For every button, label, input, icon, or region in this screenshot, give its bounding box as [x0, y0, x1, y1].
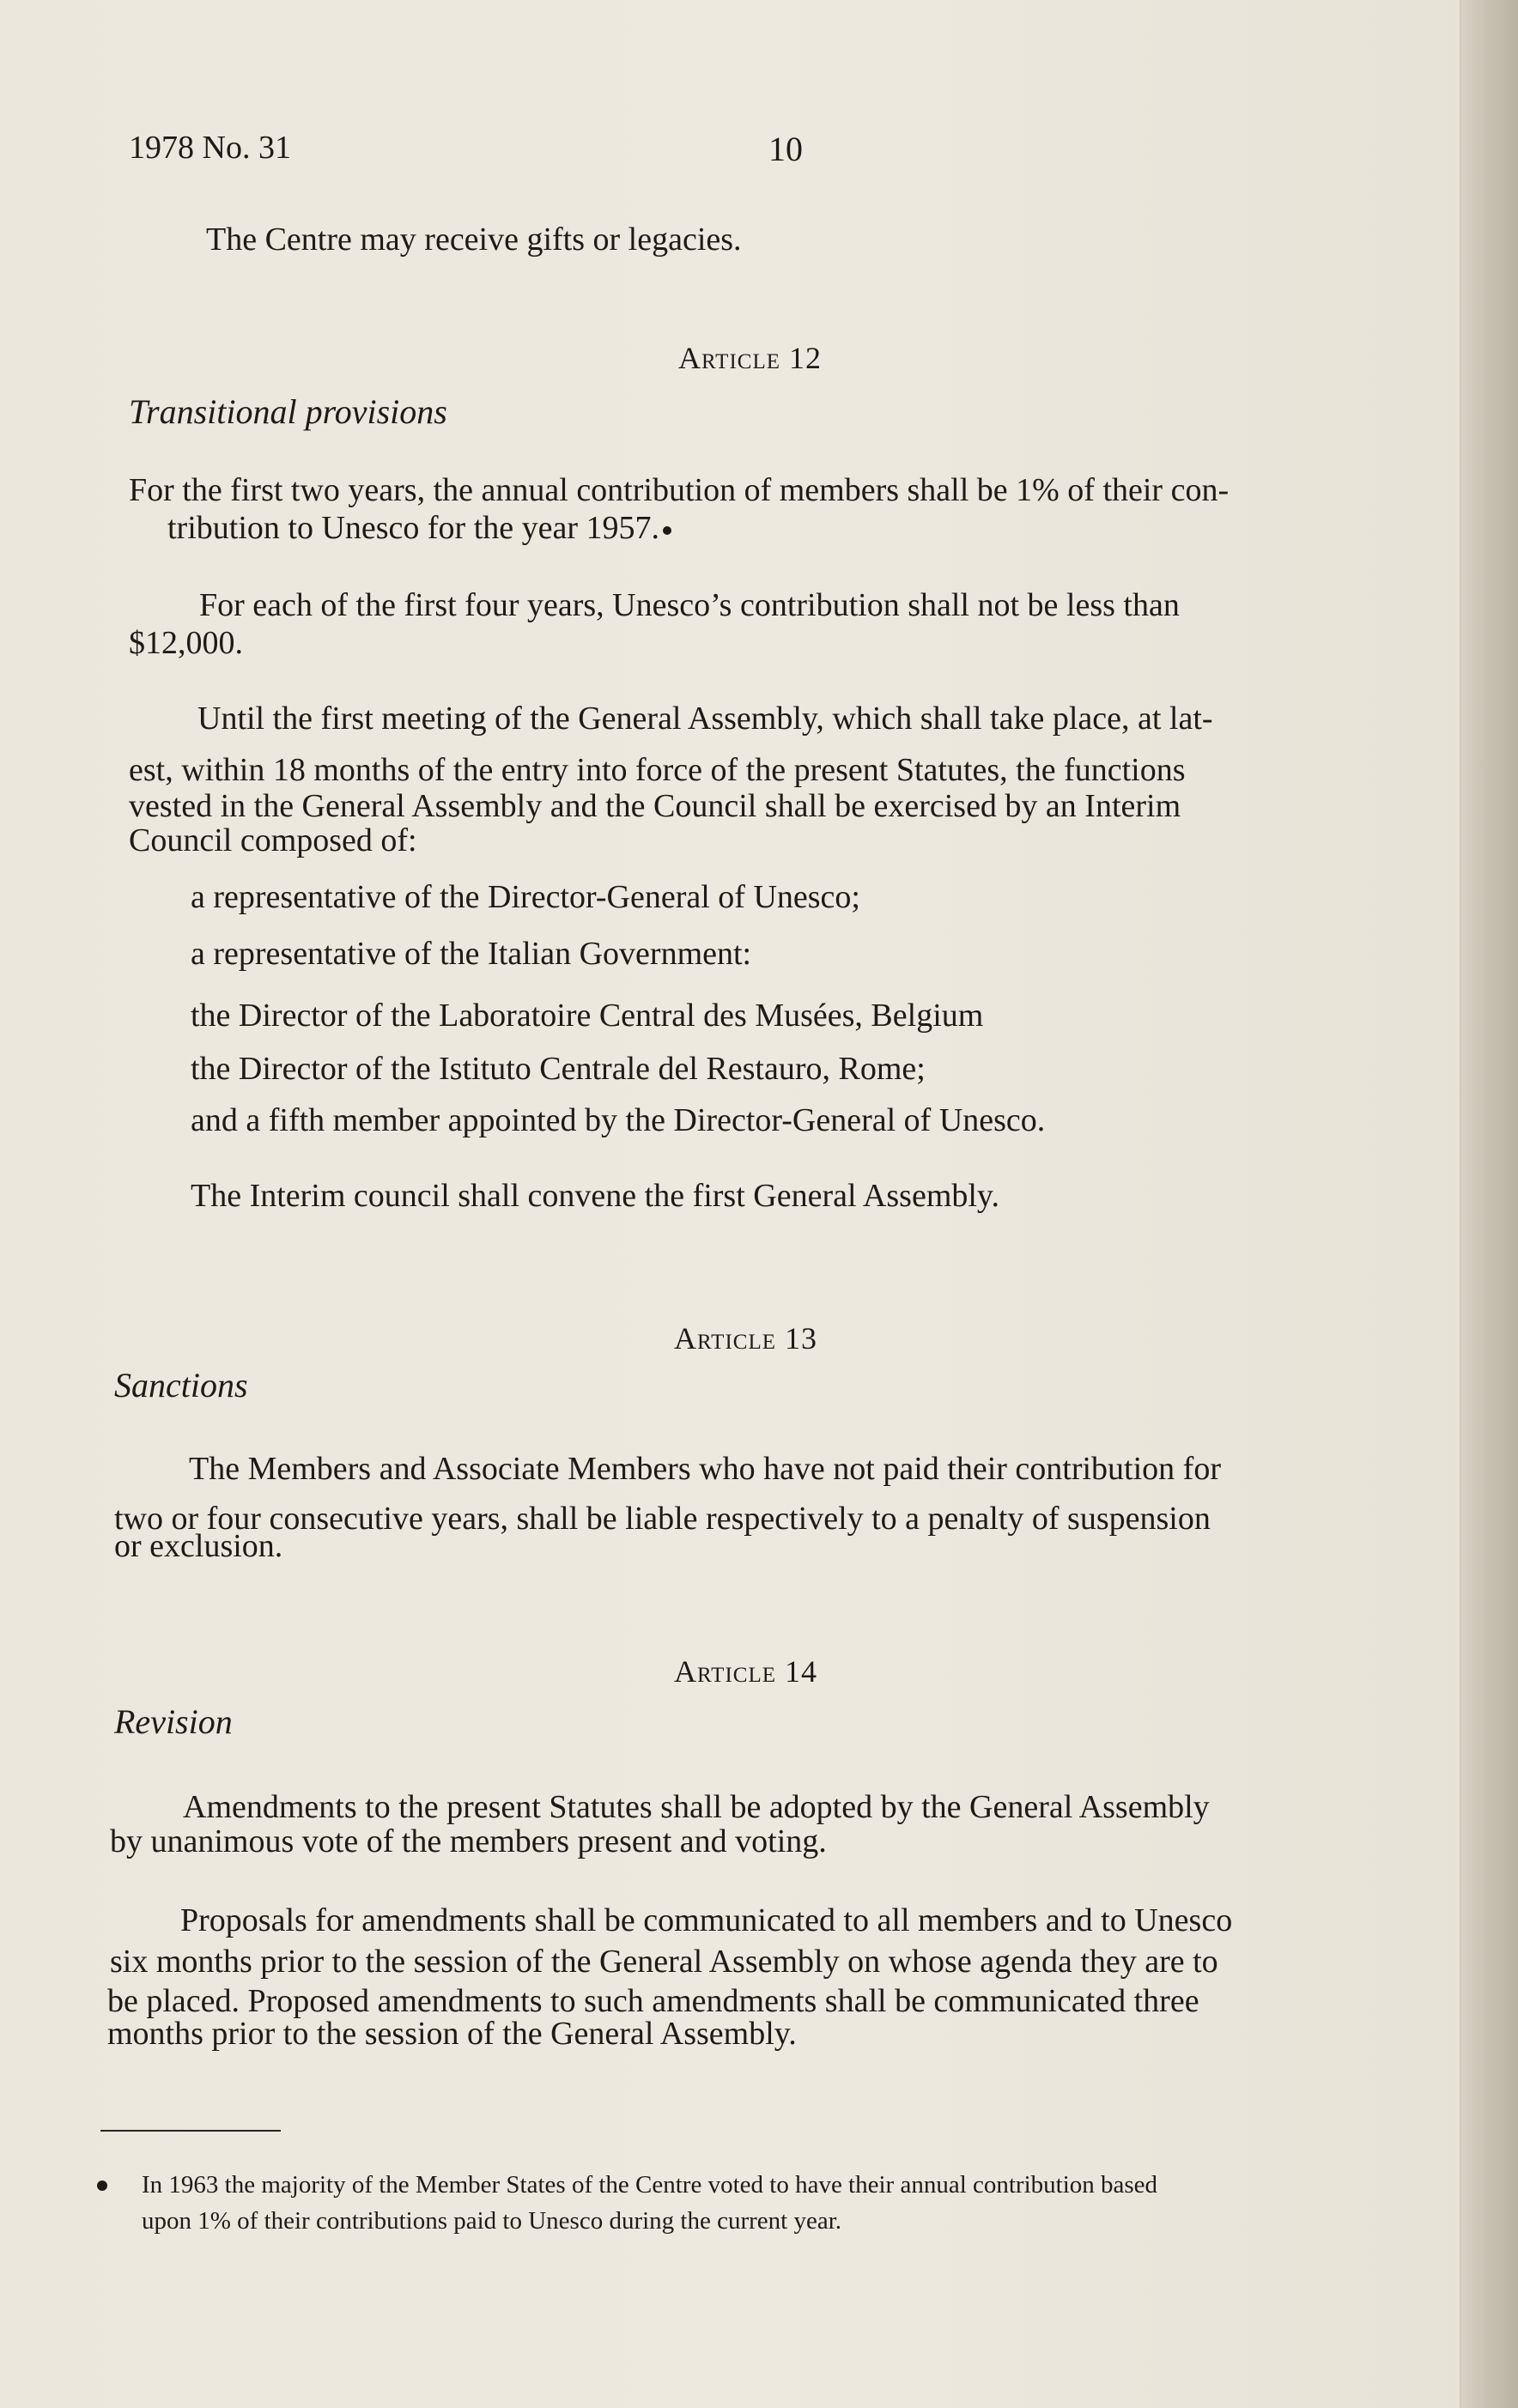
running-head: 1978 No. 31: [129, 130, 291, 166]
article-14-heading: Article 14: [674, 1654, 817, 1689]
article-14-para-1-line-1: Amendments to the present Statutes shall be adopted by the General Assembly: [183, 1789, 1210, 1825]
article-13-title: Sanctions: [114, 1366, 248, 1404]
footnote-line-2: upon 1% of their contributions paid to Unesco during the current year.: [142, 2207, 842, 2235]
article-14-para-2-line-1: Proposals for amendments shall be communicated to all members and to Unesco: [180, 1902, 1233, 1938]
article-13-para-line-2: two or four consecutive years, shall be liable respectively to a penalty of suspension: [114, 1501, 1211, 1537]
article-12-para-2-line-1: For each of the first four years, Unesco’s contribution shall not be less than: [199, 587, 1180, 623]
page-number: 10: [768, 130, 803, 168]
article-12-title: Transitional provisions: [129, 392, 447, 431]
article-12-para-1-line-2: tribution to Unesco for the year 1957.: [167, 510, 1369, 546]
article-12-closing: The Interim council shall convene the first General Assembly.: [191, 1178, 999, 1214]
article-12-heading: Article 12: [678, 341, 822, 375]
interim-member-4: the Director of the Istituto Centrale del Restauro, Rome;: [191, 1051, 926, 1087]
interim-member-3: the Director of the Laboratoire Central des Musées, Belgium: [191, 998, 984, 1034]
page-edge: [1460, 0, 1518, 2408]
article-14-para-2-line-2: six months prior to the session of the General Assembly on whose agenda they are to: [110, 1944, 1218, 1980]
article-13-heading: Article 13: [674, 1321, 817, 1356]
article-12-para-2-line-2: $12,000.: [129, 625, 243, 661]
article-13-para-line-3: or exclusion.: [114, 1528, 283, 1564]
article-13-para-line-1: The Members and Associate Members who have not paid their contribution for: [189, 1451, 1221, 1487]
interim-member-1: a representative of the Director-General of Unesco;: [191, 879, 860, 915]
article-14-para-2-line-3: be placed. Proposed amendments to such amendments shall be communicated three: [107, 1983, 1199, 2019]
article-12-para-1-line-1: For the first two years, the annual contribution of members shall be 1% of their con-: [129, 472, 1230, 508]
article-12-para-3-line-1: Until the first meeting of the General Assembly, which shall take place, at lat-: [197, 701, 1213, 737]
article-12-para-3-line-2: est, within 18 months of the entry into force of the present Statutes, the functions: [129, 752, 1186, 788]
footnote-marker: [663, 526, 671, 535]
interim-member-5: and a fifth member appointed by the Director-General of Unesco.: [191, 1102, 1046, 1138]
article-14-para-1-line-2: by unanimous vote of the members present and voting.: [110, 1823, 827, 1859]
intro-paragraph: The Centre may receive gifts or legacies.: [206, 221, 742, 258]
article-12-para-3-line-3: vested in the General Assembly and the Council shall be exercised by an Interim: [129, 788, 1181, 824]
article-14-title: Revision: [114, 1702, 233, 1741]
footnote-bullet: [97, 2181, 107, 2191]
article-14-para-2-line-4: months prior to the session of the General Assembly.: [107, 2016, 797, 2052]
footnote-line-1: In 1963 the majority of the Member States of the Centre voted to have their annual contribution based: [142, 2171, 1158, 2199]
article-12-para-3-line-4: Council composed of:: [129, 822, 417, 858]
interim-member-2: a representative of the Italian Government:: [191, 936, 752, 972]
footnote-rule: [100, 2130, 281, 2132]
